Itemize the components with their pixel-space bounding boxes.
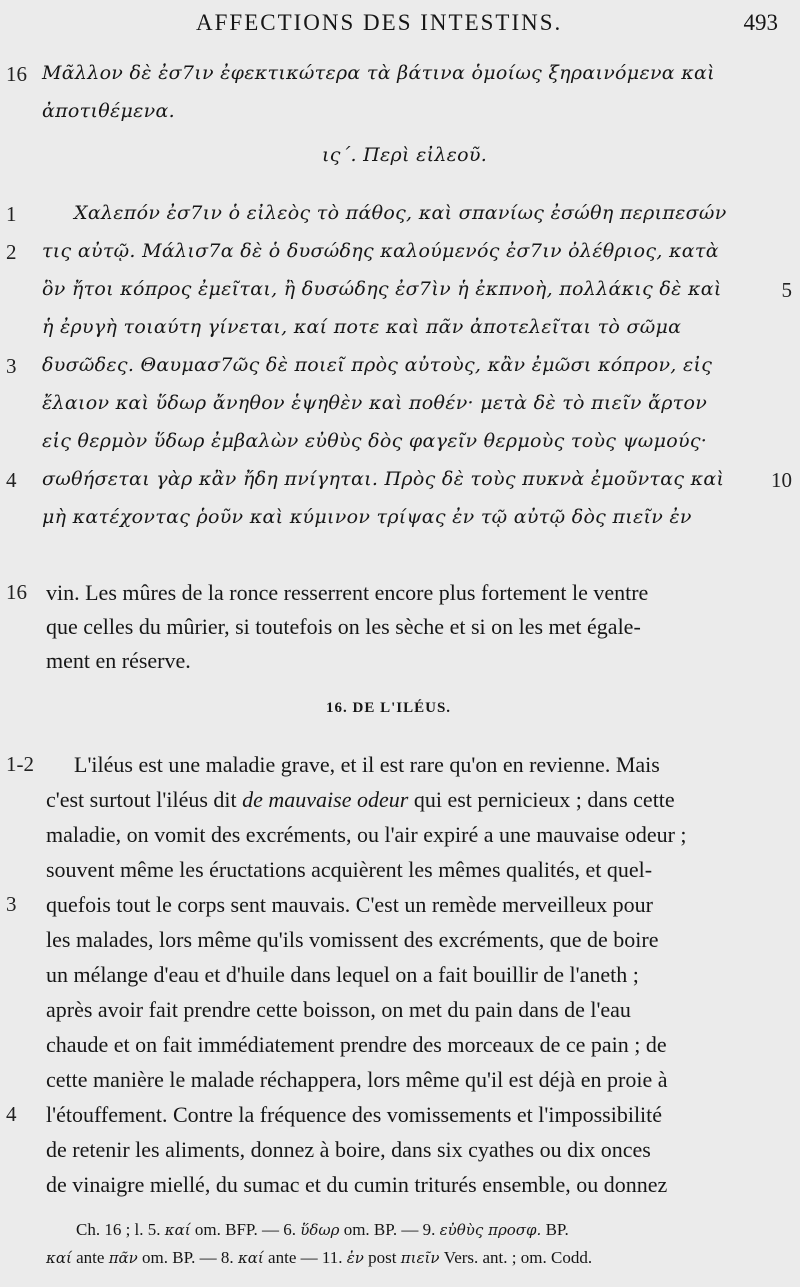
french-line xyxy=(0,962,800,996)
greek-line xyxy=(0,468,800,502)
italic-term: de mauvaise odeur xyxy=(242,787,409,812)
french-line xyxy=(0,857,800,891)
page-header xyxy=(0,10,800,40)
french-text: que celles du mûrier, si toutefois on les sèche et si on les met égale- xyxy=(46,614,641,639)
french-line xyxy=(0,997,800,1031)
running-title: AFFECTIONS DES INTESTINS. xyxy=(196,10,563,35)
french-text: cette manière le malade réchappera, lors même qu'il est déjà en proie à xyxy=(46,1067,668,1092)
greek-text: Χαλεπόν ἐσ7ιν ὁ εἰλεὸς τὸ πάθος, καὶ σπανίως ἐσώθη περιπεσών xyxy=(74,202,727,224)
line-number: 4 xyxy=(6,1102,17,1126)
line-number: 1 xyxy=(6,202,17,226)
greek-text: ἔλαιον καὶ ὕδωρ ἄνηθον ἑψηθὲν καὶ ποθέν· μετὰ δὲ τὸ πιεῖν ἄρτον xyxy=(42,392,708,414)
line-number: 4 xyxy=(6,468,17,492)
greek-top-line xyxy=(0,62,800,96)
french-text: maladie, on vomit des excréments, ou l'air expiré a une mauvaise odeur ; xyxy=(46,822,687,847)
french-line xyxy=(0,822,800,856)
footnote-text: καί ante πᾶν om. BP. — 8. καί ante — 11. ἐν post πιεῖν Vers. ant. ; om. Codd. xyxy=(46,1248,593,1267)
greek-line xyxy=(0,278,800,312)
french-text: quefois tout le corps sent mauvais. C'est un remède merveilleux pour xyxy=(46,892,653,917)
line-number: 16 xyxy=(6,62,27,86)
french-text: c'est surtout l'iléus dit de mauvaise odeur qui est pernicieux ; dans cette xyxy=(46,787,675,812)
french-text: l'étouffement. Contre la fréquence des vomissements et l'impossibilité xyxy=(46,1102,663,1127)
french-line xyxy=(0,787,800,821)
line-number: 3 xyxy=(6,892,17,916)
french-top-line xyxy=(0,614,800,648)
greek-text: σωθήσεται γὰρ κἂν ἤδη πνίγηται. Πρὸς δὲ τοὺς πυκνὰ ἐμοῦντας καὶ xyxy=(42,468,725,490)
french-text: souvent même les éructations acquièrent les mêmes qualités, et quel- xyxy=(46,857,653,882)
french-line xyxy=(0,892,800,926)
french-line xyxy=(0,1067,800,1101)
line-number: 1-2 xyxy=(6,752,34,776)
french-text: L'iléus est une maladie grave, et il est rare qu'on en revienne. Mais xyxy=(74,752,660,777)
greek-line xyxy=(0,202,800,236)
french-top-line xyxy=(0,648,800,682)
french-line xyxy=(0,1172,800,1206)
french-line xyxy=(0,1137,800,1171)
greek-top-line xyxy=(0,100,800,134)
french-line xyxy=(0,1102,800,1136)
greek-line xyxy=(0,392,800,426)
greek-text: εἰς θερμὸν ὕδωρ ἐμβαλὼν εὐθὺς δὸς φαγεῖν θερμοὺς τοὺς ψωμούς· xyxy=(42,430,708,452)
line-number: 3 xyxy=(6,354,17,378)
french-text: de retenir les aliments, donnez à boire, dans six cyathes ou dix onces xyxy=(46,1137,651,1162)
french-line xyxy=(0,927,800,961)
greek-line xyxy=(0,430,800,464)
line-number: 2 xyxy=(6,240,17,264)
french-text: ment en réserve. xyxy=(46,648,191,673)
french-section-title xyxy=(0,700,800,734)
greek-text: δυσῶδες. Θαυμασ7ῶς δὲ ποιεῖ πρὸς αὐτοὺς, κἂν ἐμῶσι κόπρον, εἰς xyxy=(42,354,713,376)
greek-text: μὴ κατέχοντας ῥοῦν καὶ κύμινον τρίψας ἐν τῷ αὐτῷ δὸς πιεῖν ἐν xyxy=(42,506,692,528)
greek-line xyxy=(0,506,800,540)
footnote-text: Ch. 16 ; l. 5. καί om. BFP. — 6. ὕδωρ om. BP. — 9. εὐθὺς προσφ. BP. xyxy=(76,1220,569,1239)
greek-line xyxy=(0,240,800,274)
greek-section-title xyxy=(0,144,800,178)
french-text: après avoir fait prendre cette boisson, on met du pain dans de l'eau xyxy=(46,997,631,1022)
french-text: de vinaigre miellé, du sumac et du cumin triturés ensemble, ou donnez xyxy=(46,1172,668,1197)
section-heading: ις΄. Περὶ εἰλεοῦ. xyxy=(322,144,488,166)
greek-text: ἀποτιθέμενα. xyxy=(42,100,175,122)
greek-text: ἡ ἐρυγὴ τοιαύτη γίνεται, καί ποτε καὶ πᾶν ἀποτελεῖται τὸ σῶμα xyxy=(42,316,682,338)
greek-text: τις αὐτῷ. Μάλισ7α δὲ ὁ δυσώδης καλούμενός ἐσ7ιν ὀλέθριος, κατὰ xyxy=(42,240,719,262)
french-text: un mélange d'eau et d'huile dans lequel on a fait bouillir de l'aneth ; xyxy=(46,962,639,987)
greek-line xyxy=(0,354,800,388)
french-line xyxy=(0,752,800,786)
french-top-line xyxy=(0,580,800,614)
french-text: vin. Les mûres de la ronce resserrent encore plus fortement le ventre xyxy=(46,580,649,605)
french-text: les malades, lors même qu'ils vomissent des excréments, que de boire xyxy=(46,927,659,952)
french-text: chaude et on fait immédiatement prendre des morceaux de ce pain ; de xyxy=(46,1032,667,1057)
footnote-line xyxy=(0,1248,800,1282)
greek-text: Μᾶλλον δὲ ἐσ7ιν ἐφεκτικώτερα τὰ βάτινα ὁμοίως ξηραινόμενα καὶ xyxy=(42,62,715,84)
verse-number: 5 xyxy=(781,278,792,302)
greek-line xyxy=(0,316,800,350)
verse-number: 10 xyxy=(771,468,792,492)
line-number: 16 xyxy=(6,580,27,604)
section-heading: 16. DE L'ILÉUS. xyxy=(326,700,452,716)
greek-text: ὃν ἤτοι κόπρος ἐμεῖται, ἢ δυσώδης ἐσ7ὶν ἡ ἐκπνοὴ, πολλάκις δὲ καὶ xyxy=(42,278,722,300)
french-line xyxy=(0,1032,800,1066)
page-number: 493 xyxy=(743,10,778,35)
